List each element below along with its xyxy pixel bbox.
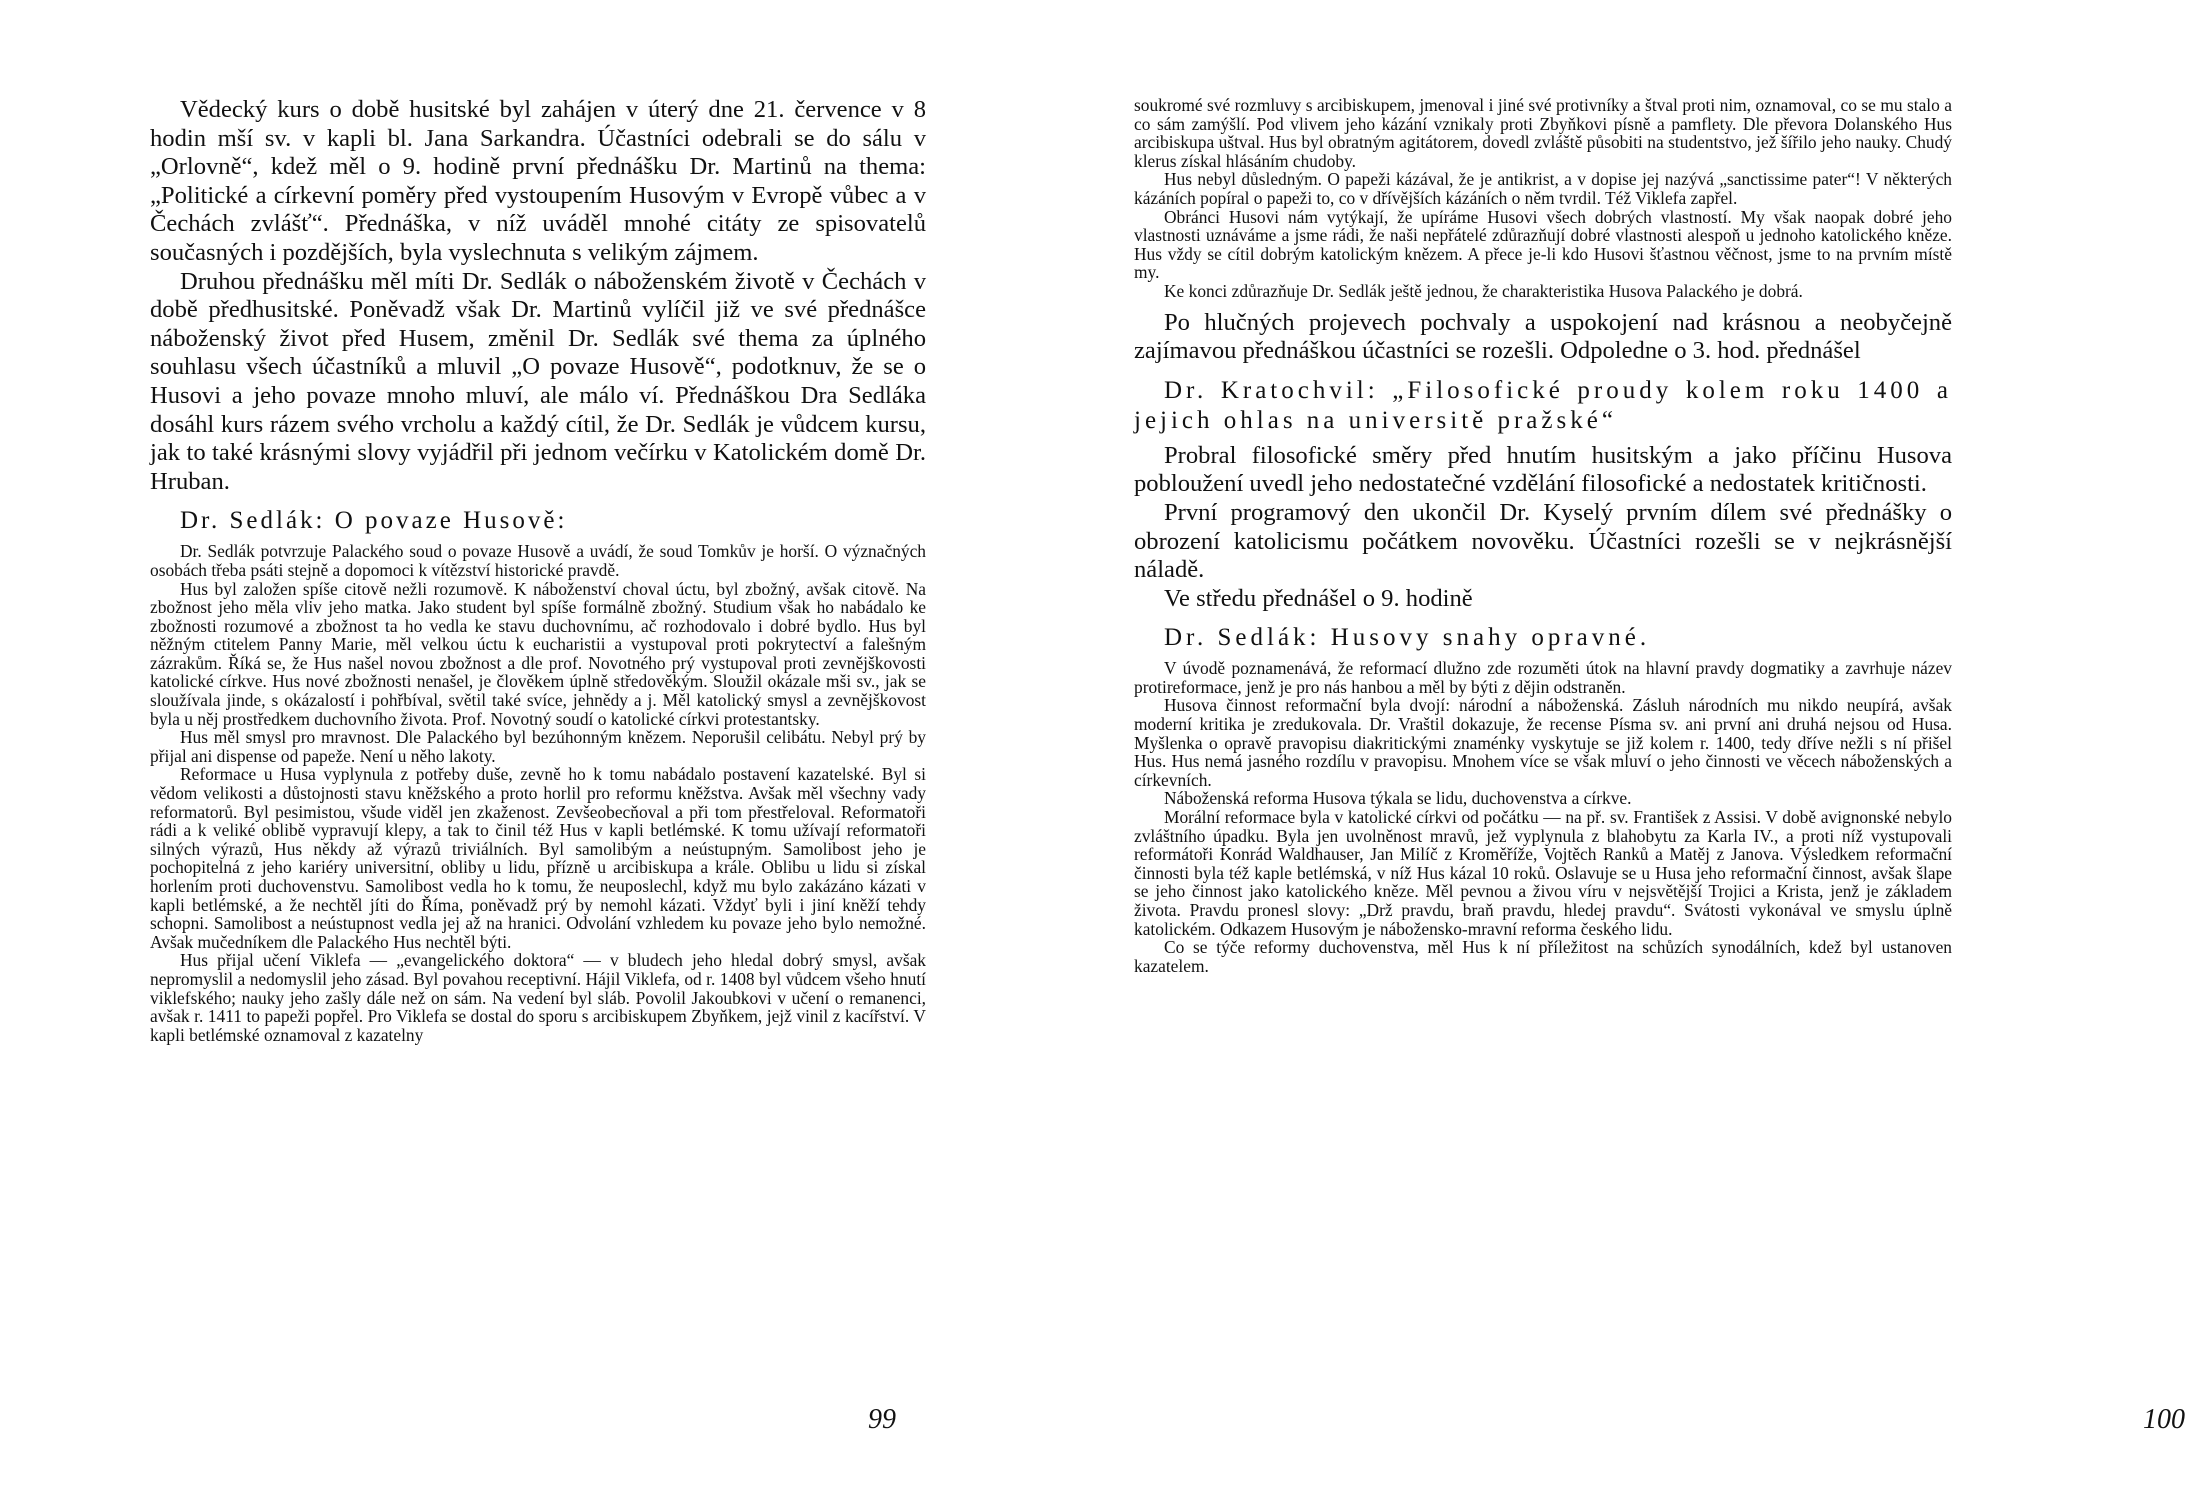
big-paragraph: Ve středu přednášel o 9. hodině <box>1164 584 1473 612</box>
body-paragraph: Obránci Husovi nám vytýkají, že upíráme Husovi všech dobrých vlastností. My však naopak dobré jeho vlastnosti uznáváme a jsme rádi, že naši nepřátelé zdůrazňují dobré vlastnosti alespoň u jednoho katolického kněze. Hus vždy se cítil dobrým katolickým knězem. A přece je-li kdo Husovi šťastnou věčnost, jsme to na prvním místě my. <box>1134 206 1952 283</box>
big-paragraph: První programový den ukončil Dr. Kyselý prvním dílem své přednášky o obrození katolicismu počátkem novověku. Účastníci rozešli se v nejkrásnější náladě. <box>1134 498 1952 584</box>
body-paragraph: V úvodě poznamenává, že reformací dlužno zde rozuměti útok na hlavní pravdy dogmatiky a zavrhuje název protireformace, jenž je pro nás hanbou a měl by býti z dějin odstraněn. <box>1134 658 1952 697</box>
intro-paragraph: Druhou přednášku měl míti Dr. Sedlák o náboženském životě v Čechách v době předhusitské. Poněvadž však Dr. Martinů vylíčil již ve své přednášce náboženský život před Husem, změnil Dr. Sedlák své thema za úplného souhlasu všech účastníků a mluvil „O povaze Husově“, podotknuv, že se o Husovi a jeho povaze mnoho mluví, ale málo ví. Přednáškou Dra Sedláka dosáhl kurs rázem svého vrcholu a každý cítil, že Dr. Sedlák je vůdcem kursu, jak to také krásnými slovy vyjádřil při jednom večírku v Katolickém domě Dr. Hruban. <box>150 267 926 495</box>
page-number: 100 <box>2143 1404 2185 1435</box>
body-paragraph: Hus přijal učení Viklefa — „evangelického doktora“ — v bludech jeho hledal dobrý smysl, avšak nepromyslil a nedomyslil jeho zásad. Byl povahou receptivní. Hájil Viklefa, od r. 1408 byl vůdcem všeho hnutí viklefského; nauky jeho zašly dále než on sám. Na vedení byl sláb. Povolil Jakoubkovi v učení o remanenci, avšak r. 1411 to papeži popřel. Pro Viklefa se dostal do sporu s arcibiskupem Zbyňkem, jejž vinil z kacířství. V kapli betlémské oznamoval z kazatelny <box>150 950 926 1045</box>
big-paragraph: Po hlučných projevech pochvaly a uspokojení nad krásnou a neobyčejně zajímavou přednáškou účastníci se rozešli. Odpoledne o 3. hod. přednášel <box>1134 308 1952 365</box>
body-paragraph: Náboženská reforma Husova týkala se lidu, duchovenstva a církve. <box>1164 788 1632 809</box>
right-page <box>1010 0 2185 1501</box>
body-paragraph: Reformace u Husa vyplynula z potřeby duše, zevně ho k tomu nabádalo postavení kazatelské. Byl si vědom velikosti a důstojnosti stavu kněžského a proto horlil pro reformu kněžstva. Avšak měl všechny vady reformatorů. Byl pesimistou, všude viděl jen zkaženost. Zevšeobecňoval a při tom přestřeloval. Reformatoři rádi a k veliké oblibě vypravují klepy, a tak to činil též Hus v kapli betlémské. K tomu užívají reformatoři silných výrazů, Hus někdy až výrazů triviálních. Byl samolibým a neústupným. Samolibost jeho je pochopitelná z jeho kariéry universitní, obliby u lidu, přízně u arcibiskupa a krále. Oblibu u lidu si získal horlením proti duchovenstvu. Samolibost vedla ho k tomu, že neuposlechl, když mu bylo zakázáno kázati v kapli betlémské, a že nechtěl jíti do Říma, poněvadž prý by nemohl kázati. Vždyť byli i jiní kněží tehdy schopni. Samolibost a neústupnost vedla jej až na hranici. Odvolání vzhledem ku povaze jeho bylo nemožné. Avšak mučedníkem dle Palackého Hus nechtěl býti. <box>150 764 926 952</box>
big-paragraph: Probral filosofické směry před hnutím husitským a jako příčinu Husova pobloužení uvedl jeho nedostatečné vzdělání filosofické a nedostatek kritičnosti. <box>1134 441 1952 498</box>
body-paragraph: Dr. Sedlák potvrzuje Palackého soud o povaze Husově a uvádí, že soud Tomkův je horší. O význačných osobách třeba psáti stejně a dopomoci k vítězství historické pravdě. <box>150 541 926 580</box>
body-paragraph: Hus měl smysl pro mravnost. Dle Palackého byl bezúhonným knězem. Neporušil celibátu. Nebyl prý by přijal ani dispense od papeže. Není u něho lakoty. <box>150 727 926 766</box>
left-page <box>0 0 1010 1501</box>
intro-paragraph: Vědecký kurs o době husitské byl zahájen v úterý dne 21. července v 8 hodin mší sv. v kapli bl. Jana Sarkandra. Účastníci odebrali se do sálu v „Orlovně“, kdež měl o 9. hodině první přednášku Dr. Martinů na thema: „Politické a církevní poměry před vystoupením Husovým v Evropě vůbec a v Čechách zvlášť“. Přednáška, v níž uváděl mnohé citáty ze spisovatelů současných i pozdějších, byla vyslechnuta s velikým zájmem. <box>150 96 926 266</box>
section-heading: Dr. Kratochvil: „Filosofické proudy kolem roku 1400 a jejich ohlas na universitě pražské“ <box>1134 376 1952 434</box>
section-heading: Dr. Sedlák: O povaze Husově: <box>180 507 568 535</box>
body-paragraph: soukromé své rozmluvy s arcibiskupem, jmenoval i jiné své protivníky a štval proti nim, oznamoval, co se mu stalo a co sám zamýšlí. Pod vlivem jeho kázání vznikaly proti Zbyňkovi písně a pamflety. Dle převora Dolanského Hus arcibiskupa uštval. Hus byl obratným agitátorem, dovedl zvláště působiti na studentstvo, jež šířilo jeho nauky. Chudý klerus získal hlásáním chudoby. <box>1134 95 1952 171</box>
body-paragraph: Morální reformace byla v katolické církvi od počátku — na př. sv. František z Assisi. V době avignonské nebylo zvláštního úpadku. Byla jen uvolněnost mravů, jež vyplynula z blahobytu za Karla IV., a proti níž vystupovali reformátoři Konrád Waldhauser, Jan Milíč z Kroměříže, Vojtěch Ranků a Matěj z Janova. Výsledkem reformační činnosti byla též kaple betlémská, v níž Hus kázal 10 roků. Oslavuje se u Husa jeho reformační činnost, avšak šlape se jeho činnost jako katolického kněze. Měl pevnou a živou víru v nejsvětější Trojici a Krista, jenž je základem života. Pravdu pronesl slovy: „Drž pravdu, braň pravdu, hledej pravdu“. Svátosti vykonával ve smyslu úplně katolickém. Odkazem Husovým je nábožensko-mravní reforma českého lidu. <box>1134 807 1952 939</box>
right-text-column <box>1134 96 1952 975</box>
left-text-column <box>150 96 926 1044</box>
body-paragraph: Husova činnost reformační byla dvojí: národní a náboženská. Zásluh národních mu nikdo neupírá, avšak moderní kritika je zredukovala. Dr. Vraštil dokazuje, že recense Písma sv. ani první ani druhá nejsou od Husa. Myšlenka o opravě pravopisu diakritickými znaménky vyskytuje se již kolem r. 1400, tedy dříve nežli s ní přišel Hus. Hus nemá jasného rozdílu v pravopisu. Mnohem více se však mluví o jeho činnosti ve věcech náboženských a církevních. <box>1134 695 1952 790</box>
section-heading: Dr. Sedlák: Husovy snahy opravné. <box>1164 624 1651 652</box>
page-number: 99 <box>868 1404 896 1435</box>
body-paragraph: Hus nebyl důsledným. O papeži kázával, že je antikrist, a v dopise jej nazývá „sanctissime pater“! V některých kázáních popíral o papeži to, co v dřívějších kázáních o něm tvrdil. Též Viklefa zapřel. <box>1134 169 1952 208</box>
body-paragraph: Co se týče reformy duchovenstva, měl Hus k ní příležitost na schůzích synodálních, kdež byl ustanoven kazatelem. <box>1134 937 1952 976</box>
body-paragraph: Hus byl založen spíše citově nežli rozumově. K náboženství choval úctu, byl zbožný, avšak citově. Na zbožnost jeho měla vliv jeho matka. Jako student byl spíše formálně zbožný. Studium však ho nabádalo ke zbožnosti rozumové a zbožnost ta ho vedla ke stavu duchovnímu, ač rozhodovalo i dobré bydlo. Hus byl něžným ctitelem Panny Marie, měl velkou úctu k eucharistii a vystupoval proti pokrytectví a falešným zázrakům. Říká se, že Hus našel novou zbožnost a dle prof. Novotného prý vystupoval proti zevnějškovosti katolické církve. Hus nové zbožnosti nenašel, je člověkem úplně středověkým. Sloužil okázale mši sv., jak se sloužívala jinde, s okázalostí i pohřbíval, světil také svíce, jehnědy a j. Měl katolický smysl a zevnějškovost byla u něj prostředkem duchovního života. Prof. Novotný soudí o katolické církvi protestantsky. <box>150 578 926 729</box>
body-paragraph: Ke konci zdůrazňuje Dr. Sedlák ještě jednou, že charakteristika Husova Palackého je dobrá. <box>1164 280 1803 301</box>
